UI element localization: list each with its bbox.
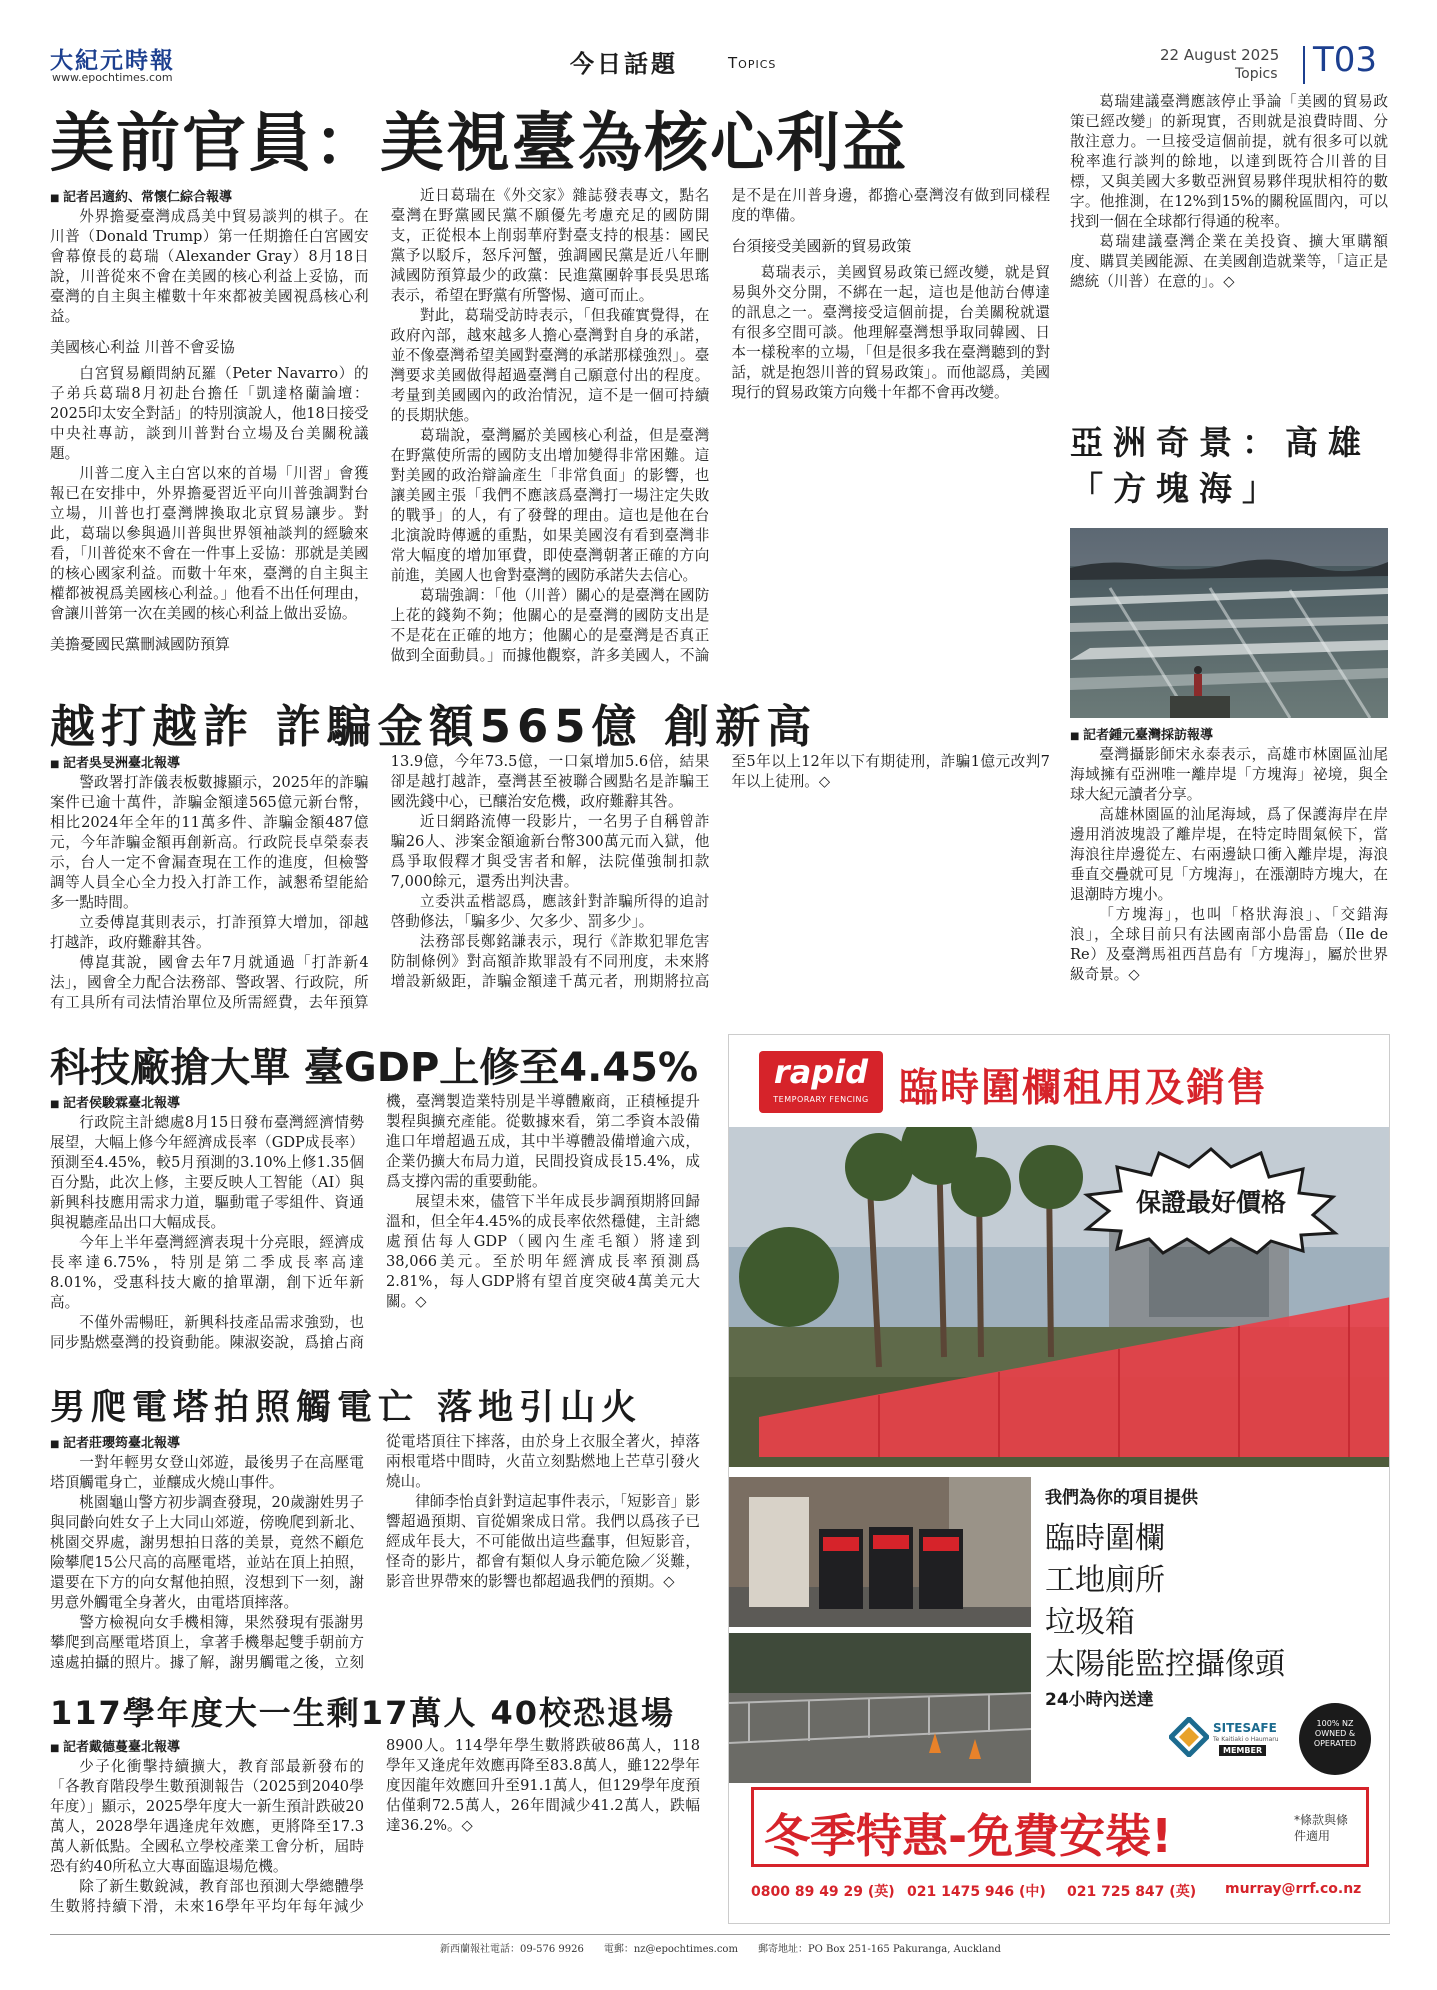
paragraph: 葛瑞表示，美國貿易政策已經改變，就是貿易與外交分開，不綁在一起，這也是他訪台傳達的訊息之一。臺灣接受這個前提，台美關稅就還有很多空間可談。他理解臺灣想爭取同韓國、日本一樣稅率的立場，「但是很多我在臺灣聽到的對話，就是抱怨川普的貿易政策」。而他認爲，美國現行的貿易政策方向幾十年都不會再改變。 (731, 264, 1050, 401)
paragraph: 律師李怡貞針對這起事件表示，「短影音」影響超過預期、盲從媚衆成日常。我們以爲孩子已經成年長大，不可能做出這些蠢事，但短影音，怪奇的影片，都會有類似人身示範危險／災難，影音世界帶來的影響也都超過我們的預期。◇ (386, 1493, 700, 1590)
paragraph: 法務部長鄭銘謙表示，現行《詐欺犯罪危害防制條例》對高額詐欺罪設有不同刑度，未來將增設新級距，詐騙金額達千萬元者，刑期將拉高至5年以上12年以下有期徒刑，詐騙1億元改判7年以上徒刑。◇ (390, 753, 1050, 990)
article-body (1070, 724, 1388, 985)
article-body (50, 1736, 700, 1923)
byline: ■ 記者莊瓔筠臺北報導 (50, 1432, 364, 1451)
paragraph: 警方檢視向女手機相簿，果然發現有張謝男攀爬到高壓電塔頂上，拿著手機舉起雙手朝前方遠處拍攝的照片。據了解，謝男觸電之後，立刻從電塔頂往下摔落，由於身上衣服全著火，掉落兩根電塔中間時，火苗立刻點燃地上芒草引發火燒山。 (50, 1433, 700, 1671)
paragraph: 展望未來，儘管下半年成長步調預期將回歸溫和，但全年4.45%的成長率依然穩健，主計總處預估每人GDP（國內生產毛額）將達到38,066美元。至於明年經濟成長率預測爲2.81%，每人GDP將有望首度突破4萬美元大關。◇ (386, 1193, 700, 1310)
article-fraud (50, 690, 1050, 1020)
paragraph: 葛瑞建議臺灣企業在美投資、擴大軍購額度、購買美國能源、在美國創造就業等，「這正是總統（川普）在意的」。◇ (1070, 233, 1388, 290)
contact-phone[interactable]: 021 725 847 (英) (1067, 1884, 1197, 1900)
paragraph: 少子化衝擊持續擴大，教育部最新發布的「各教育階段學生數預測報告（2025到2040學年度）」顯示，2025學年度大一新生預計跌破20萬人，2028學年遇逢虎年效應，更將降至17.3萬人新低點。全國私立學校產業工會分析，屆時恐有約40所私立大專面臨退場危機。 (50, 1758, 364, 1875)
issue-date-sub: Topics (1235, 66, 1278, 82)
paragraph: 近日葛瑞在《外交家》雜誌發表專文，點名臺灣在野黨國民黨不願優先考慮充足的國防開支，正從根本上削弱華府對臺支持的根基：國民黨予以駁斥，怒斥河蟹，強調國民黨是近八年刪減國防預算最少的政黨：民進黨團幹事長吳思瑤表示，希望在野黨有所警惕、適可而止。 (390, 187, 710, 304)
sea-photo[interactable] (1070, 528, 1388, 718)
contact-phone[interactable]: 0800 89 49 29 (英) (751, 1884, 895, 1900)
headline: 越打越詐 詐騙金額565億 創新高 (50, 700, 818, 753)
headline: 科技廠搶大單 臺GDP上修至4.45% (50, 1045, 699, 1091)
paragraph: 一對年輕男女登山郊遊，最後男子在高壓電塔頂觸電身亡，並釀成火燒山事件。 (50, 1454, 364, 1491)
paragraph: 除了新生數銳減，教育部也預測大學總體學生數將持續下滑，未來16學年平均年每年減少8900人。114學年學生數將跌破86萬人，118學年又逢虎年效應再降至83.8萬人，雖122學年度因龍年效應回升至91.1萬人，但129學年度預估僅剩72.5萬人，26年間減少41.2萬人，跌幅達36.2%。◇ (50, 1737, 700, 1915)
footer-rule (50, 1934, 1390, 1935)
paragraph: 今年上半年臺灣經濟表現十分亮眼，經濟成長率達6.75%，特別是第二季成長率高達8.01%，受惠科技大廠的搶單潮，創下近年新高。 (50, 1234, 364, 1311)
article-power-tower (50, 1380, 720, 1676)
headline: 男爬電塔拍照觸電亡 落地引山火 (50, 1388, 643, 1428)
site-url[interactable]: www.epochtimes.com (52, 71, 173, 84)
paragraph: 葛瑞說，臺灣屬於美國核心利益，但是臺灣在野黨使所需的國防支出增加變得非常困難。這對美國的政治辯論產生「非常負面」的影響，也讓美國主張「我們不應該爲臺灣打一場注定失敗的戰爭」的人，有了發聲的理由。這也是他在台北演說時傳遞的重點，如果美國沒有看到臺灣非常大幅度的增加軍費，即使臺灣朝著正確的方向前進，美國人也會對臺灣的國防承諾失去信心。 (390, 427, 710, 584)
subheading: 美擔憂國民黨刪減國防預算 (50, 635, 231, 653)
sitesafe-text: SITESAFE (1213, 1721, 1277, 1735)
paragraph: 高雄林園區的汕尾海域，爲了保護海岸在岸邊用消波塊設了離岸堤，在特定時間氣候下，當海浪往岸邊從左、右兩邊缺口衝入離岸堤，海浪垂直交疊就可見「方塊海」，在漲潮時方塊大，在退潮時方塊小。 (1070, 806, 1388, 903)
section-title-en: Topics (728, 54, 777, 72)
nz-owned-text: 100% NZ OWNED & OPERATED (1313, 1719, 1357, 1748)
paragraph: 桃園龜山警方初步調查發現，20歲謝姓男子與同齡向姓女子上大同山郊遊，傍晚爬到新北、桃園交界處，謝男想拍日落的美景，竟然不顧危險攀爬15公尺高的高壓電塔，並站在頂上拍照，還要在下方的向女幫他拍照，沒想到下一刻，謝男意外觸電全身著火，由電塔頂摔落。 (50, 1494, 364, 1611)
promo-banner[interactable] (751, 1787, 1369, 1867)
badge-text: 保證最好價格 (1135, 1188, 1286, 1217)
sitesafe-sub: Te Kaitiaki o Haumaru (1213, 1736, 1279, 1743)
footer-info: 新西蘭報社電話：09-576 9926 電郵：nz@epochtimes.com 郵寄地址：PO Box 251-165 Pakuranga, Auckland (440, 1944, 1001, 1955)
paragraph: 警政署打詐儀表板數據顯示，2025年的詐騙案件已逾十萬件，詐騙金額達565億元新台幣，相比2024年全年的11萬多件、詐騙金額487億元，今年詐騙金額再創新高。行政院長卓榮泰表示，台人一定不會漏查現在工作的進度，但檢警調等人員全心全力投入打詐工作，誠懇希望能給多一點時間。 (50, 774, 369, 911)
contact-phone[interactable]: 021 1475 946 (中) (907, 1884, 1046, 1900)
paragraph: 行政院主計總處8月15日發布臺灣經濟情勢展望，大幅上修今年經濟成長率（GDP成長率）預測至4.45%，較5月預測的3.10%上修1.35個百分點，此次上修，主要反映人工智能（AI）與新興科技應用需求力道，驅動電子零組件、資通與視聽產品出口大幅成長。 (50, 1114, 364, 1231)
paragraph: 立委傅崑萁則表示，打詐預算大增加，卻越打越詐，政府難辭其咎。 (50, 914, 369, 951)
toilets-photo (729, 1477, 1031, 1627)
article-universities (50, 1688, 720, 1923)
paragraph: 近日網路流傳一段影片，一名男子自稱曾詐騙26人、涉案金額逾新台幣300萬元而入獄，他爲爭取假釋才與受害者和解，法院僅強制扣款7,000餘元，還秀出判決書。 (390, 813, 710, 890)
paragraph: 「方塊海」，也叫「格狀海浪」、「交錯海浪」，全球目前只有法國南部小島雷島（Ile de Re）及臺灣馬祖西莒島有「方塊海」，屬於世界級奇景。◇ (1070, 906, 1388, 983)
brand-sub: TEMPORARY FENCING (773, 1095, 869, 1104)
brand-name: rapid (773, 1053, 869, 1091)
ad-brand-logo[interactable] (759, 1051, 883, 1113)
divider (1303, 46, 1305, 84)
page-number: T03 (1313, 40, 1378, 80)
service-item: 臨時圍欄 (1045, 1521, 1165, 1556)
article-square-waves (1070, 420, 1388, 1020)
paragraph: 川普二度入主白宮以來的首場「川習」會獲報已在安排中，外界擔憂習近平向川普強調對台立場，川普也打臺灣牌換取北京貿易讓步。對此，葛瑞以參與過川普與世界領袖談判的經驗來看，「川普從來不會在一件事上妥協：那就是美國的核心國家利益。而數十年來，臺灣的自主與主權都被視爲美國核心利益。」他看不出任何理由，會讓川普第一次在美國的核心利益上做出妥協。 (50, 465, 369, 622)
paragraph: 傅崑萁說，國會去年7月就通過「打詐新4法」，國會全力配合法務部、警政署、行政院，所有工具所有司法情治單位及所需經費，去年預算13.9億，今年73.5億，一口氣增加5.6倍，結果卻是越打越詐，臺灣甚至被聯合國點名是詐騙王國洗錢中心，已釀治安危機，政府難辭其咎。 (50, 753, 710, 1011)
article-body (50, 186, 1050, 684)
subheading: 台須接受美國新的貿易政策 (731, 237, 912, 255)
article-gdp (50, 1036, 720, 1370)
byline: ■ 記者吳旻洲臺北報導 (50, 752, 369, 771)
delivery-note: 24小時內送達 (1045, 1690, 1154, 1710)
paragraph: 葛瑞建議臺灣應該停止爭論「美國的貿易政策已經改變」的新現實，否則就是浪費時間、分散注意力。一旦接受這個前提，就有很多可以就稅率進行談判的餘地，以達到既符合川普的目標，又與美國大多數亞洲貿易夥伴現狀相符的數字。他推測，在12%到15%的關稅區間內，可以找到一個在全球都行得通的稅率。 (1070, 93, 1388, 230)
logo[interactable]: 大紀元時報 (50, 47, 175, 74)
site-fence-photo (729, 1633, 1031, 1783)
promo-text: 冬季特惠-免費安裝! (764, 1809, 1173, 1863)
service-item: 太陽能監控攝像頭 (1045, 1647, 1285, 1682)
paragraph: 外界擔憂臺灣成爲美中貿易談判的棋子。在川普（Donald Trump）第一任期擔任白宮國安會幕僚長的葛瑞（Alexander Gray）8月18日說，川普從來不會在美國的核心利益上妥協，而臺灣的自主與主權數十年來都被美國視爲核心利益。 (50, 208, 369, 325)
article-us-official (50, 92, 1050, 684)
byline: ■ 記者鍾元臺灣採訪報導 (1070, 724, 1388, 743)
ad-rapid-fencing[interactable] (728, 1034, 1390, 1924)
article-body (50, 1092, 700, 1370)
paragraph: 不僅外需暢旺，新興科技產品需求強勁，也同步點燃臺灣的投資動能。陳淑姿說，爲搶占商機，臺灣製造業特別是半導體廠商，正積極提升製程與擴充產能。從數據來看，第二季資本設備進口年增超過五成，其中半導體設備增逾六成，企業仍擴大布局力道，民間投資成長15.4%，成爲支撐內需的重要動能。 (50, 1093, 700, 1351)
subheading: 美國核心利益 川普不會妥協 (50, 338, 235, 356)
article-us-official-cont (1070, 92, 1388, 412)
paragraph: 白宮貿易顧問納瓦羅（Peter Navarro）的子弟兵葛瑞8月初赴台擔任「凱達格蘭論壇：2025印太安全對話」的特別演說人，他18日接受中央社專訪，談到川普對台立場及台美關稅議題。 (50, 365, 369, 462)
issue-date: 22 August 2025 (1160, 46, 1280, 64)
nz-owned-badge (1299, 1703, 1371, 1775)
masthead (50, 40, 1390, 90)
byline: ■ 記者侯駿霖臺北報導 (50, 1092, 364, 1111)
paragraph: 臺灣攝影師宋永泰表示，高雄市林園區汕尾海域擁有亞洲唯一離岸堤「方塊海」祕境，與全球大紀元讀者分享。 (1070, 746, 1388, 803)
sitesafe-member: MEMBER (1219, 1745, 1266, 1756)
provide-heading: 我們為你的項目提供 (1045, 1488, 1198, 1508)
paragraph: 立委洪孟楷認爲，應該針對詐騙所得的追討啓動修法，「騙多少、欠多少、罰多少」。 (390, 893, 710, 930)
article-body (50, 1432, 700, 1676)
byline: ■ 記者戴德蔓臺北報導 (50, 1736, 364, 1755)
service-item: 垃圾箱 (1045, 1605, 1135, 1640)
price-badge (1081, 1145, 1341, 1255)
headline: 亞洲奇景：高雄「方塊海」 (1070, 423, 1371, 508)
service-item: 工地廁所 (1045, 1563, 1165, 1598)
paragraph: 對此，葛瑞受訪時表示，「但我確實覺得，在政府內部，越來越多人擔心臺灣對自身的承諾，並不像臺灣希望美國對臺灣的承諾那樣強烈」。臺灣要求美國做得超過臺灣自己願意付出的程度。考量到美國國內的政治情況，這不是一個可持續的長期狀態。 (390, 307, 710, 424)
ad-title: 臨時圍欄租用及銷售 (899, 1066, 1269, 1111)
promo-note: *條款與條件適用 (1294, 1813, 1349, 1843)
sitesafe-icon (1169, 1717, 1209, 1757)
headline: 美前官員：美視臺為核心利益 (50, 107, 908, 181)
article-body (50, 752, 1050, 1020)
section-title-cn: 今日話題 (570, 49, 678, 78)
headline: 117學年度大一生剩17萬人 40校恐退場 (50, 1694, 676, 1732)
sitesafe-logo (1169, 1711, 1289, 1769)
paragraph: 葛瑞強調：「他（川普）關心的是臺灣在國防上花的錢夠不夠；他關心的是臺灣的國防支出是不是花在正確的地方；他關心的是臺灣是否真正做到全面動員。」而據他觀察，許多美國人，不論是不是在川普身邊，都擔心臺灣沒有做到同樣程度的準備。 (390, 187, 1050, 664)
byline: ■ 記者呂適約、常懷仁綜合報導 (50, 186, 369, 205)
contact-email[interactable]: murray@rrf.co.nz (1225, 1881, 1362, 1897)
